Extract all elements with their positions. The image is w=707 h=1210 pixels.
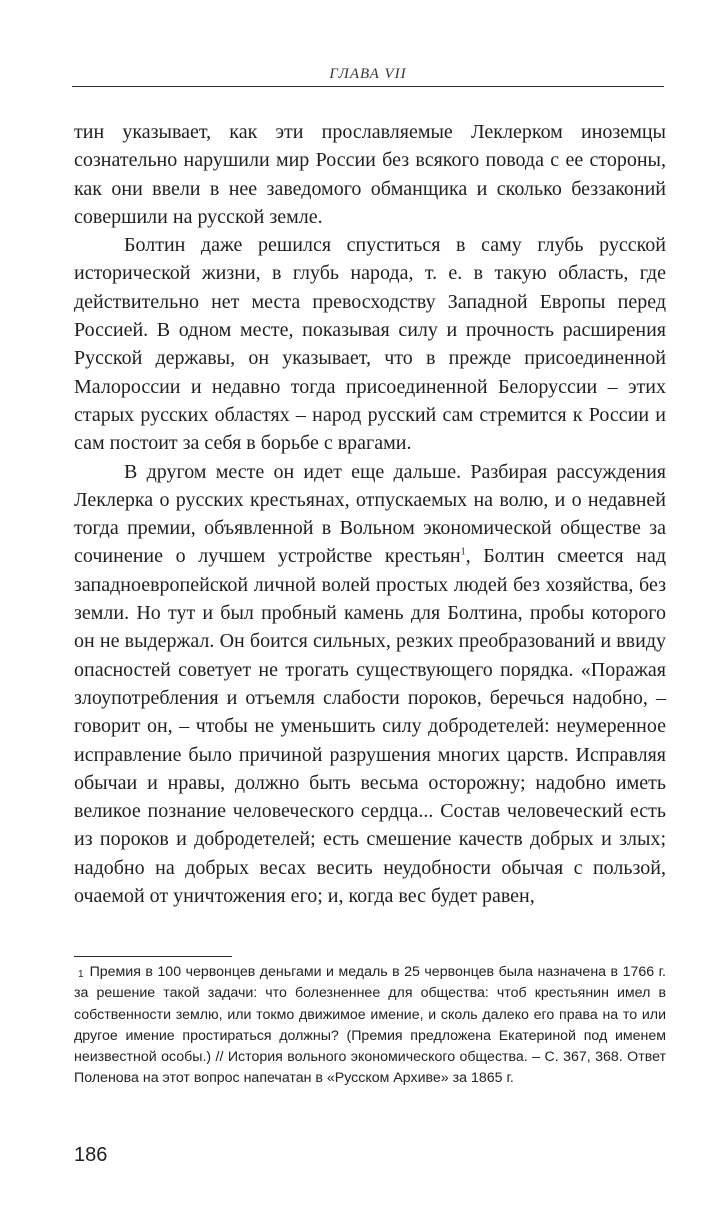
paragraph-text: , Болтин смеется над западноевропейской личной волей простых людей без хозяйства, без земли. Но тут и был пробный камень для Болтина, пробы которого он не выдержал. Он боится сильных, резких преобразований и ввиду опасностей советует не трогать существующего порядка. «Поражая злоупотребления и отъемля слабости пороков, беречься надобно, – говорит он, – чтобы не уменьшить силу добродетелей: неумеренное исправление было причиной разрушения многих царств. Исправляя обычаи и нравы, должно быть весьма осторожну; надобно иметь великое познание человеческого сердца... Состав человеческий есть из пороков и добродетелей; есть смешение качеств добрых и злых; надобно на добрых весах весить неудобности обычая с пользой, очаемой от уничтожения его; и, когда вес будет равен, bbox=[74, 545, 667, 908]
paragraph: Болтин даже решился спуститься в саму глубь русской исторической жизни, в глубь народа, т. е. в такую область, где действительно нет места превосходству Западной Европы перед Россией. В одном месте, показывая силу и прочность расширения Русской державы, он указывает, что в прежде присоединенной Малороссии и недавно тогда присоединенной Белоруссии – этих старых русских областях – народ русский сам стремится к России и сам постоит за себя в борьбе с врагами. bbox=[74, 234, 666, 455]
main-text bbox=[74, 118, 666, 910]
paragraph-text: В другом месте он идет еще дальше. Разбирая рассуждения Леклерка о русских крестьянах, отпускаемых на волю, и о недавней тогда премии, объявленной в Вольном экономической обществе за сочинение о лучшем устройстве крестьян bbox=[74, 460, 666, 568]
footnote-marker: 1 bbox=[78, 969, 84, 980]
footnote-divider bbox=[74, 956, 232, 957]
footnote-reference[interactable]: 1 bbox=[460, 546, 466, 558]
footnote bbox=[74, 962, 666, 1090]
running-header bbox=[72, 62, 664, 87]
paragraph: тин указывает, как эти прославляемые Леклерком иноземцы сознательно нарушили мир России без всякого повода с ее стороны, как они ввели в нее заведомого обманщика и сколько беззаконий совершили на русской земле. bbox=[74, 121, 666, 228]
footnote-text: Премия в 100 червонцев деньгами и медаль в 25 червонцев была назначена в 1766 г. за решение такой задачи: что болезненнее для общества: чтоб крестьянин имел в собственности землю, или токмо движимое имение, и сколь далеко его права на то или другое имение простираться должны? (Премия предложена Екатериной под именем неизвестной особы.) // История вольного экономического общества. – С. 367, 368. Ответ Поленова на этот вопрос напечатан в «Русском Архиве» за 1865 г. bbox=[74, 964, 666, 1087]
chapter-title: ГЛАВА VII bbox=[329, 66, 407, 82]
paragraph bbox=[74, 458, 666, 911]
page-number: 186 bbox=[74, 1144, 108, 1166]
